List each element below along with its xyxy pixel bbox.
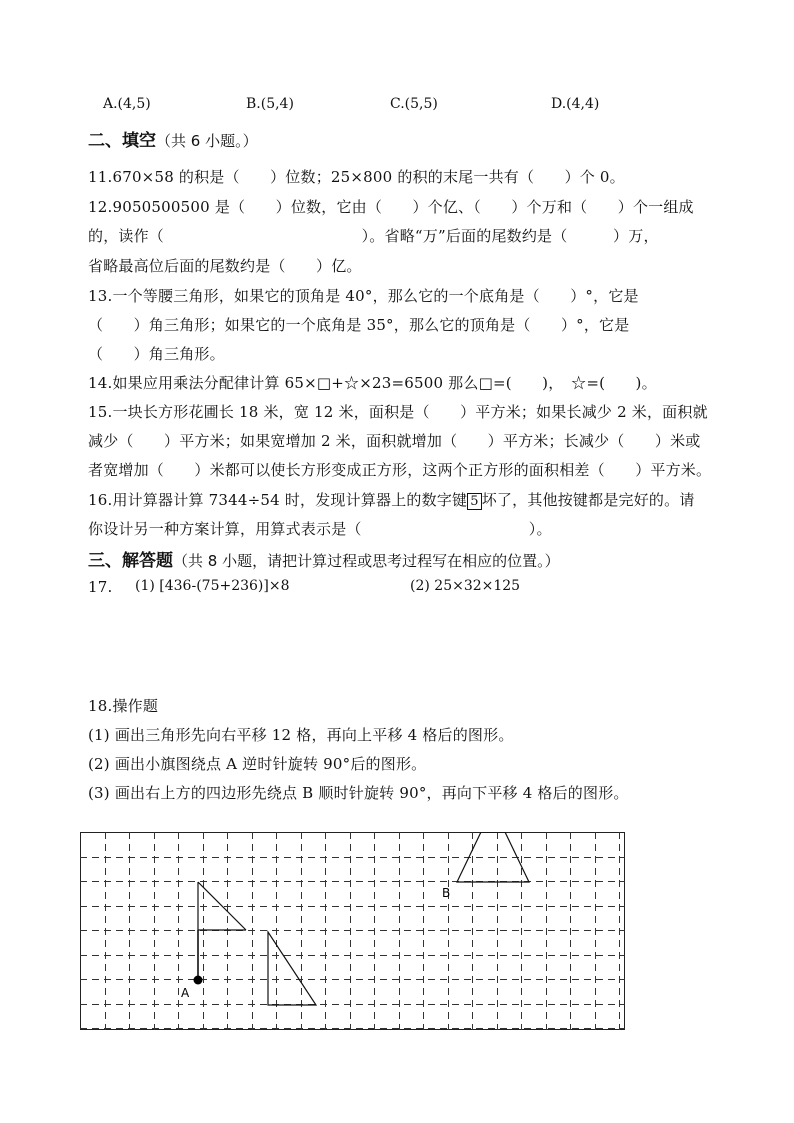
grid-svg [80,832,625,1030]
question-15-line-1: 15.一块长方形花圃长 18 米，宽 12 米，面积是（ ）平方米；如果长减少 2 米，面积就 [88,403,708,421]
section-2-heading [88,126,258,151]
right-triangle [268,932,316,1005]
question-17-part-1: (1) [436-(75+236)]×8 [135,578,290,594]
question-12-line-3: 省略最高位后面的尾数约是（ ）亿。 [88,257,362,275]
question-15-line-2: 减少（ ）平方米；如果宽增加 2 米，面积就增加（ ）平方米；长减少（ ）米或 [88,432,701,450]
question-11: 11.670×58 的积是（ ）位数；25×800 的积的末尾一共有（ ）个 0。 [88,168,625,186]
section-3-note: （共 8 小题，请把计算过程或思考过程写在相应的位置。） [173,552,560,570]
question-16-line-1 [88,489,695,510]
transformation-grid [80,832,625,1030]
option-b: B.(5,4) [246,96,294,112]
option-c: C.(5,5) [390,96,438,112]
question-16-text-b: 坏了，其他按键都是完好的。请 [481,491,695,509]
question-14: 14.如果应用乘法分配律计算 65×□+☆×23=6500 那么□=( )， ☆=( )。 [88,374,657,392]
question-13-line-1: 13.一个等腰三角形，如果它的顶角是 40°，那么它的一个底角是（ ）°，它是 [88,287,639,305]
question-12-line-1: 12.9050500500 是（ ）位数，它由（ ）个亿、（ ）个万和（ ）个一组成 [88,198,694,216]
question-16-line-2: 你设计另一种方案计算，用算式表示是（ ）。 [88,520,552,538]
question-18-step-2: (2) 画出小旗图绕点 A 逆时针旋转 90°后的图形。 [88,755,427,773]
question-18-step-3: (3) 画出右上方的四边形先绕点 B 顺时针旋转 90°，再向下平移 4 格后的图形。 [88,784,629,802]
section-2-title: 二、填空 [88,131,156,151]
option-d: D.(4,4) [551,96,600,112]
grid-lines [80,832,625,1030]
question-16-text-a: 16.用计算器计算 7344÷54 时，发现计算器上的数字键 [88,491,468,509]
section-3-heading [88,546,560,571]
question-12-line-2: 的，读作（ ）。省略“万”后面的尾数约是（ ）万， [88,227,659,245]
question-18-title: 18.操作题 [88,697,159,715]
option-a: A.(4,5) [103,96,151,112]
point-a-dot [194,976,203,985]
question-15-line-3: 者宽增加（ ）米都可以使长方形变成正方形，这两个正方形的面积相差（ ）平方米。 [88,461,712,479]
section-3-title: 三、解答题 [88,551,173,571]
question-17-part-2: (2) 25×32×125 [410,578,521,594]
point-a-label: A [181,986,190,1000]
question-13-line-2: （ ）角三角形；如果它的一个底角是 35°，那么它的顶角是（ ）°，它是 [88,316,630,334]
question-13-line-3: （ ）角三角形。 [88,345,225,363]
question-17-number: 17. [88,578,113,596]
point-b-label: B [442,886,451,900]
section-2-note: （共 6 小题。） [156,132,258,150]
question-18-step-1: (1) 画出三角形先向右平移 12 格，再向上平移 4 格后的图形。 [88,726,514,744]
broken-key-box: 5 [467,493,481,510]
